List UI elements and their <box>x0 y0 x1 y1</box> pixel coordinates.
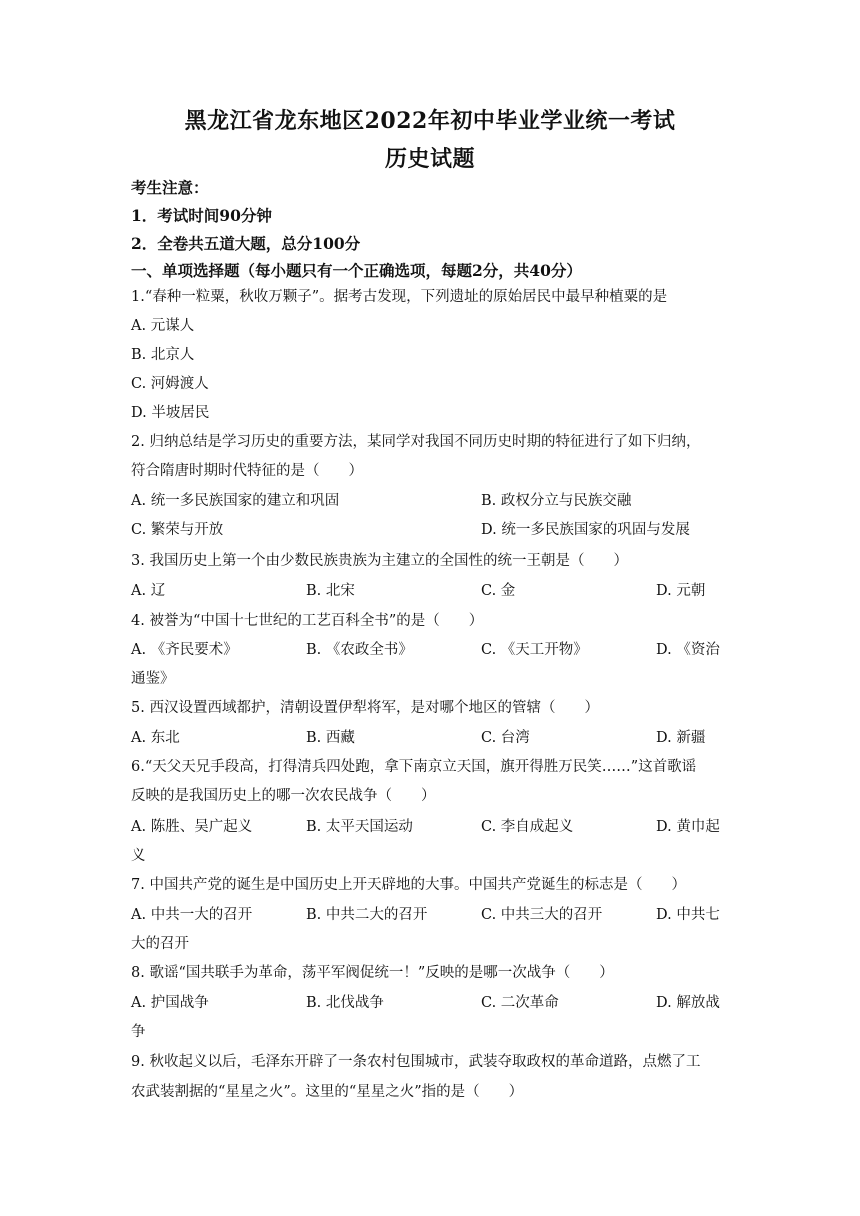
option: B. 《农政全书》 <box>306 642 413 658</box>
option: A. 中共一大的召开 <box>131 907 253 923</box>
option: A. 辽 <box>131 583 166 599</box>
option: C. 金 <box>481 583 516 599</box>
notice-item: 2．全卷共五道大题，总分100分 <box>131 234 361 253</box>
option: A. 《齐民要术》 <box>131 642 238 658</box>
option: B. 西藏 <box>306 730 355 746</box>
option: D. 中共七 <box>656 907 720 923</box>
option: C. 台湾 <box>481 730 530 746</box>
question-stem: 符合隋唐时期时代特征的是（ ） <box>131 463 363 479</box>
question-stem: 9. 秋收起义以后，毛泽东开辟了一条农村包围城市，武装夺取政权的革命道路，点燃了工 <box>131 1054 701 1070</box>
notice-heading: 考生注意： <box>131 178 209 197</box>
option-wrap: 争 <box>131 1024 146 1040</box>
option: A. 元谋人 <box>131 318 195 334</box>
question-stem: 3. 我国历史上第一个由少数民族贵族为主建立的全国性的统一王朝是（ ） <box>131 553 628 569</box>
option: D. 解放战 <box>656 995 720 1011</box>
option: A. 护国战争 <box>131 995 209 1011</box>
question-stem: 反映的是我国历史上的哪一次农民战争（ ） <box>131 788 436 804</box>
option: D. 元朝 <box>656 583 706 599</box>
question-stem: 7. 中国共产党的诞生是中国历史上开天辟地的大事。中国共产党诞生的标志是（ ） <box>131 877 686 893</box>
option: B. 政权分立与民族交融 <box>481 493 632 509</box>
exam-subtitle: 历史试题 <box>384 146 475 172</box>
question-stem: 5. 西汉设置西域都护，清朝设置伊犁将军，是对哪个地区的管辖（ ） <box>131 700 599 716</box>
option: B. 北宋 <box>306 583 355 599</box>
option: C. 二次革命 <box>481 995 559 1011</box>
option: B. 太平天国运动 <box>306 819 413 835</box>
option: A. 东北 <box>131 730 180 746</box>
option: C. 《天工开物》 <box>481 642 588 658</box>
option: A. 统一多民族国家的建立和巩固 <box>131 493 340 509</box>
option-wrap: 大的召开 <box>131 936 189 952</box>
option: B. 北京人 <box>131 347 195 363</box>
option: C. 中共三大的召开 <box>481 907 603 923</box>
option: C. 繁荣与开放 <box>131 522 224 538</box>
question-stem: 农武装割据的“星星之火”。这里的“星星之火”指的是（ ） <box>131 1084 524 1100</box>
option-wrap: 通鉴》 <box>131 671 175 687</box>
option: D. 新疆 <box>656 730 706 746</box>
question-stem: 4. 被誉为“中国十七世纪的工艺百科全书”的是（ ） <box>131 613 484 629</box>
option: B. 中共二大的召开 <box>306 907 428 923</box>
option: B. 北伐战争 <box>306 995 384 1011</box>
option: C. 河姆渡人 <box>131 376 209 392</box>
notice-item: 1．考试时间90分钟 <box>131 206 272 225</box>
option: D. 统一多民族国家的巩固与发展 <box>481 522 690 538</box>
option-wrap: 义 <box>131 848 146 864</box>
question-stem: 2. 归纳总结是学习历史的重要方法，某同学对我国不同历史时期的特征进行了如下归纳， <box>131 434 701 450</box>
option: D. 《资治 <box>656 642 720 658</box>
question-stem: 6.“天父天兄手段高，打得清兵四处跑，拿下南京立天国，旗开得胜万民笑……”这首歌谣 <box>131 759 697 775</box>
question-stem: 1.“春种一粒粟，秋收万颗子”。据考古发现，下列遗址的原始居民中最早种植粟的是 <box>131 289 668 305</box>
option: D. 半坡居民 <box>131 405 210 421</box>
exam-title: 黑龙江省龙东地区2022年初中毕业学业统一考试 <box>184 108 676 134</box>
option: D. 黄巾起 <box>656 819 720 835</box>
option: A. 陈胜、吴广起义 <box>131 819 253 835</box>
option: C. 李自成起义 <box>481 819 574 835</box>
question-stem: 8. 歌谣“国共联手为革命，荡平军阀促统一！”反映的是哪一次战争（ ） <box>131 965 614 981</box>
section-heading: 一、单项选择题（每小题只有一个正确选项，每题2分，共40分） <box>131 261 582 280</box>
